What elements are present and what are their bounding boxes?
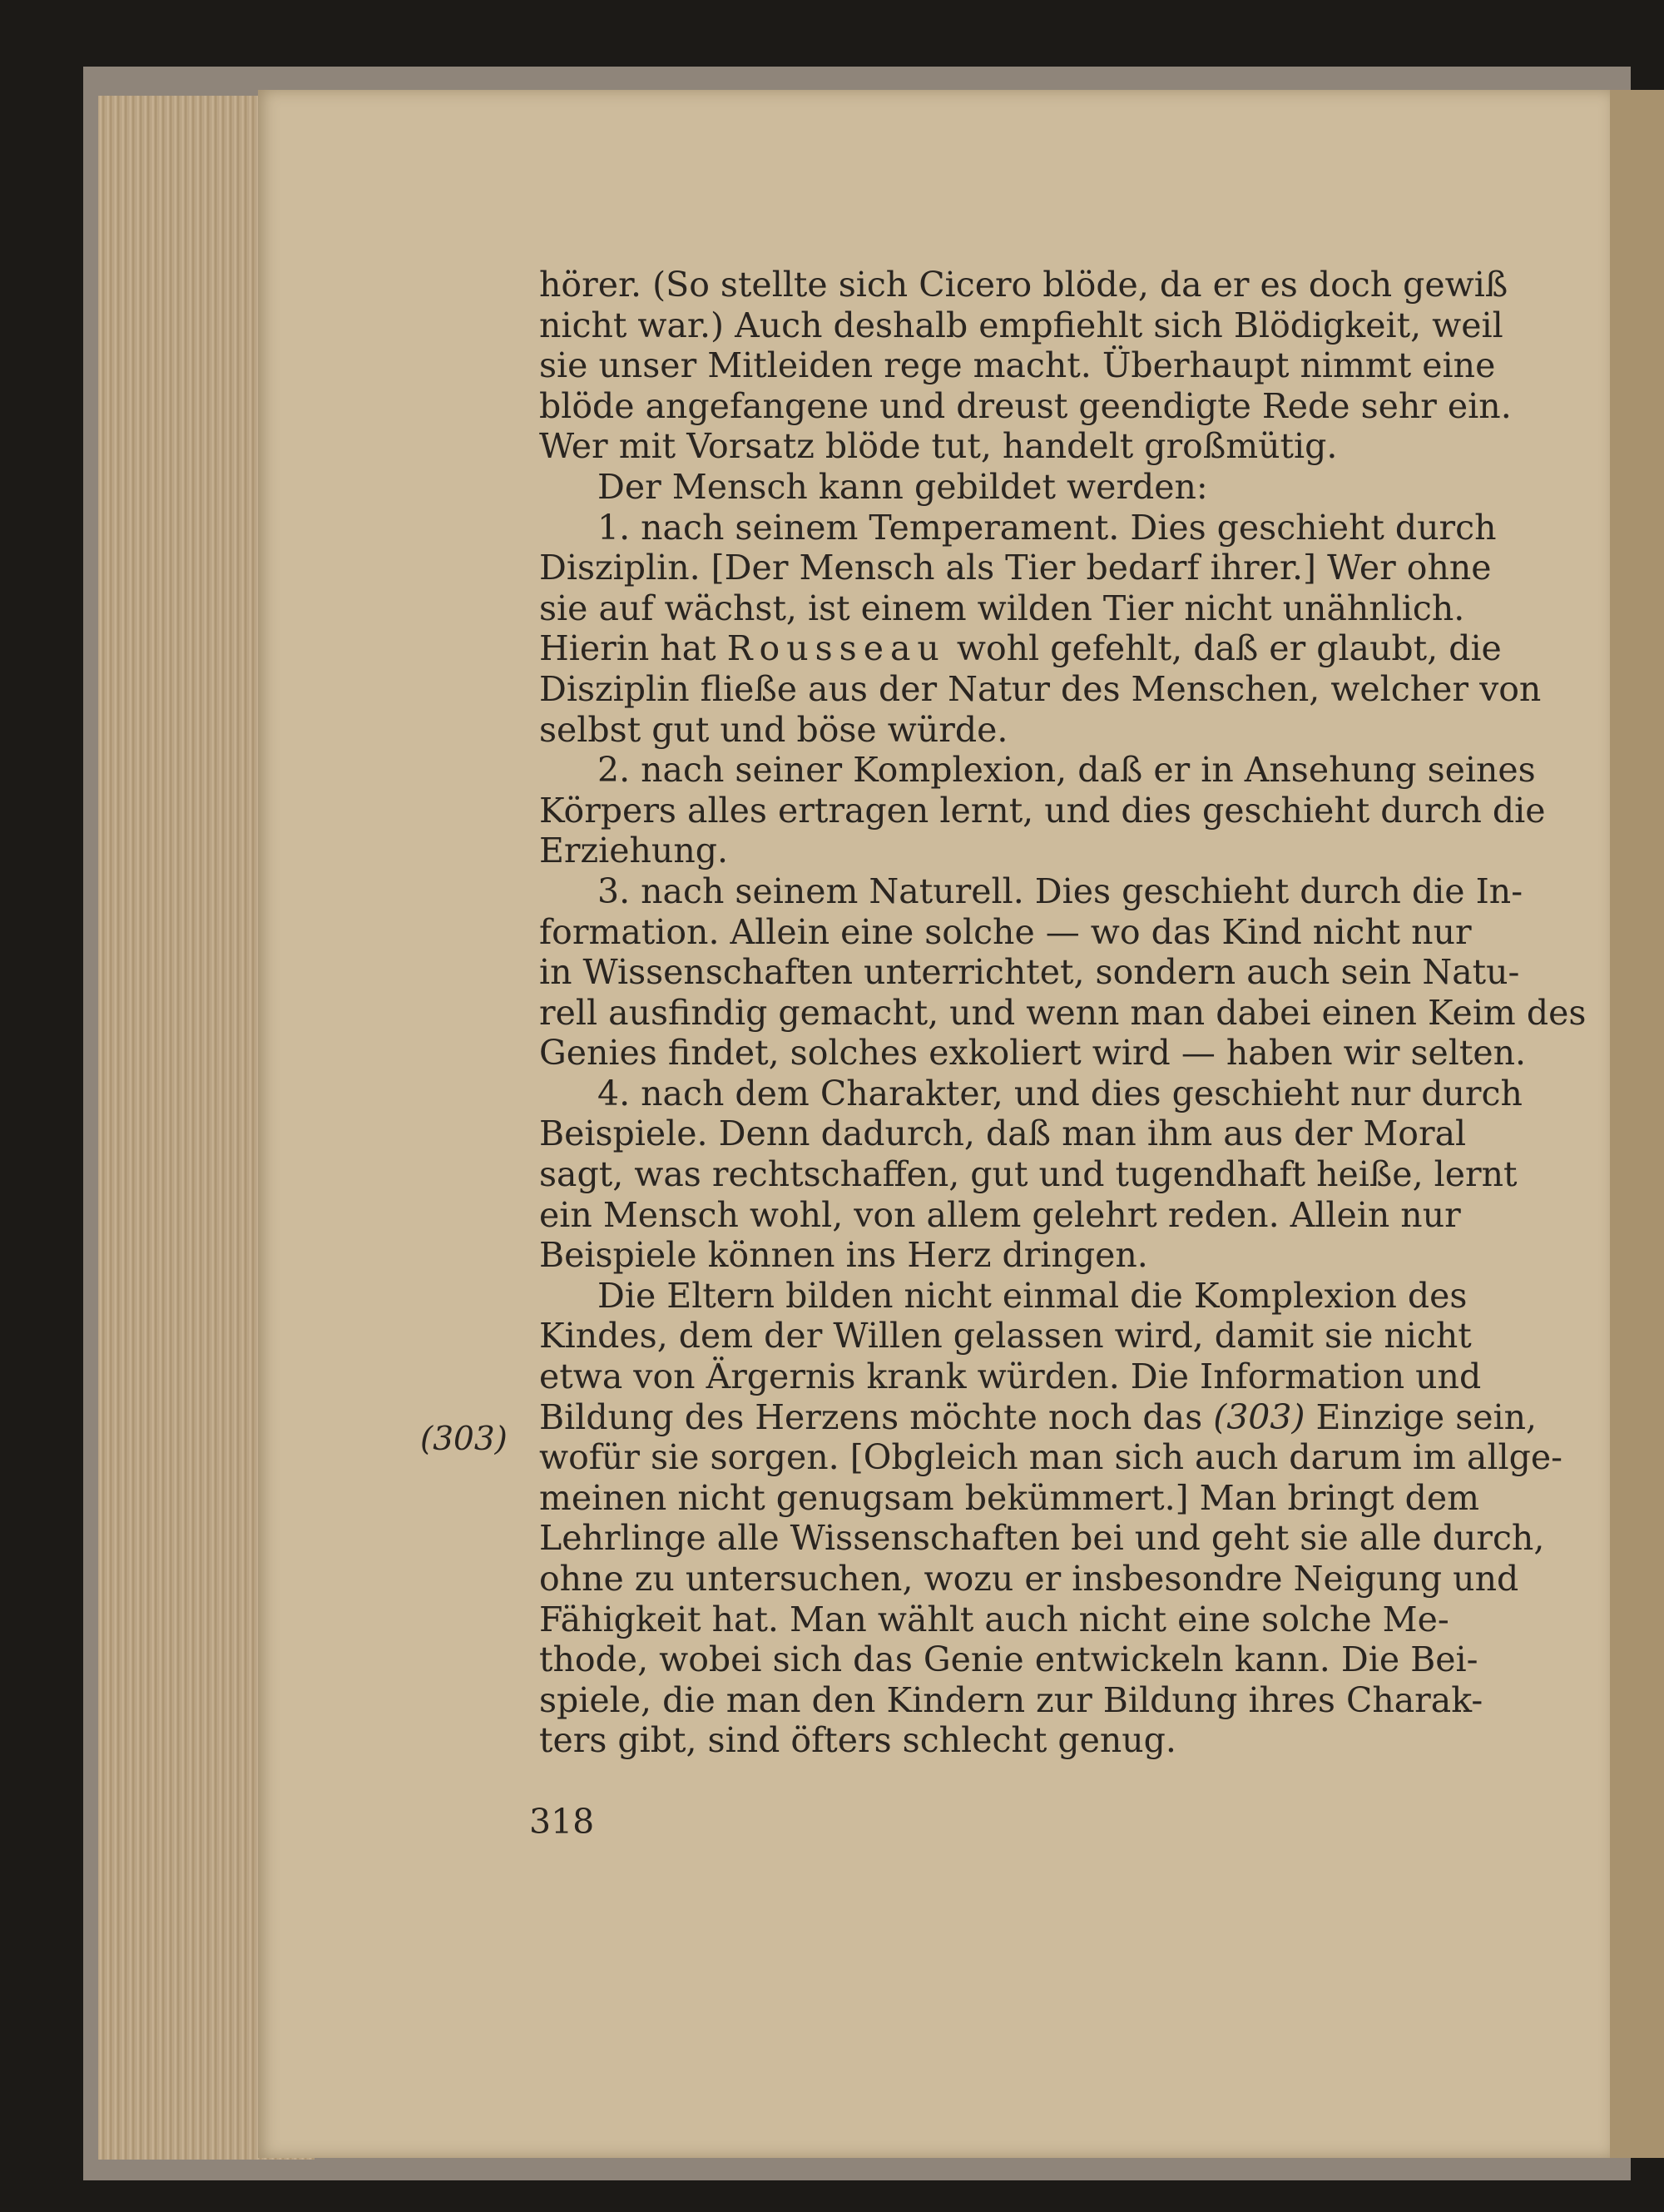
text-fragment: Einzige sein, — [1315, 1396, 1538, 1437]
text-line: selbst gut und böse würde. — [539, 709, 1008, 750]
text-line: wofür sie sorgen. [Obgleich man sich auch darum im allge- — [539, 1437, 1562, 1478]
emphasized-name: Rousseau — [726, 628, 946, 669]
text-line: Wer mit Vorsatz blöde tut, handelt großmütig. — [539, 426, 1338, 467]
text-line: Erziehung. — [539, 831, 729, 871]
text-fragment: Hierin hat — [539, 628, 716, 669]
text-line: Lehrlinge alle Wissenschaften bei und geht sie alle durch, — [539, 1518, 1545, 1559]
margin-page-reference: (303) — [420, 1421, 508, 1458]
text-line: etwa von Ärgernis krank würden. Die Information und — [539, 1356, 1482, 1397]
text-line: Disziplin. [Der Mensch als Tier bedarf ihrer.] Wer ohne — [539, 548, 1492, 588]
text-line: Der Mensch kann gebildet werden: — [597, 466, 1208, 507]
text-line: Disziplin fließe aus der Natur des Menschen, welcher von — [539, 668, 1542, 709]
page-number: 318 — [529, 1802, 595, 1842]
text-line: ters gibt, sind öfters schlecht genug. — [539, 1720, 1176, 1761]
body-text — [539, 265, 1587, 1761]
text-line: meinen nicht genugsam bekümmert.] Man bringt dem — [539, 1477, 1480, 1518]
text-line: formation. Allein eine solche — wo das Kind nicht nur — [539, 911, 1472, 952]
text-line: 4. nach dem Charakter, und dies geschieht nur durch — [597, 1073, 1523, 1113]
text-line: 1. nach seinem Temperament. Dies geschieht durch — [597, 507, 1497, 548]
text-line: nicht war.) Auch deshalb empfiehlt sich Blödigkeit, weil — [539, 305, 1503, 345]
text-line: sie unser Mitleiden rege macht. Überhaupt nimmt eine — [539, 345, 1496, 386]
text-line: thode, wobei sich das Genie entwickeln kann. Die Bei- — [539, 1639, 1478, 1680]
facing-page-edge — [1610, 90, 1664, 2158]
text-line: hörer. (So stellte sich Cicero blöde, da er es doch gewiß — [539, 265, 1508, 305]
text-line: Fähigkeit hat. Man wählt auch nicht eine solche Me- — [539, 1599, 1449, 1639]
text-line: Beispiele. Denn dadurch, daß man ihm aus der Moral — [539, 1113, 1467, 1154]
text-line: in Wissenschaften unterrichtet, sondern auch sein Natu- — [539, 952, 1520, 993]
text-line: 2. nach seiner Komplexion, daß er in Ansehung seines — [597, 750, 1536, 791]
text-fragment: wohl gefehlt, daß er glaubt, die — [956, 628, 1502, 669]
text-line: ohne zu untersuchen, wozu er insbesondre Neigung und — [539, 1559, 1519, 1599]
text-line-with-ref — [539, 1396, 1538, 1438]
text-line: Beispiele können ins Herz dringen. — [539, 1235, 1148, 1276]
text-line: ein Mensch wohl, von allem gelehrt reden. Allein nur — [539, 1194, 1461, 1235]
text-line: spiele, die man den Kindern zur Bildung ihres Charak- — [539, 1679, 1483, 1720]
text-line: Körpers alles ertragen lernt, und dies geschieht durch die — [539, 790, 1546, 831]
text-line: sagt, was rechtschaffen, gut und tugendhaft heiße, lernt — [539, 1154, 1518, 1195]
text-fragment: Bildung des Herzens möchte noch das — [539, 1396, 1203, 1437]
text-line: rell ausfindig gemacht, und wenn man dabei einen Keim des — [539, 992, 1587, 1033]
text-line: blöde angefangene und dreust geendigte Rede sehr ein. — [539, 385, 1512, 426]
text-line-rousseau — [539, 628, 1502, 669]
text-line: Die Eltern bilden nicht einmal die Komplexion des — [597, 1275, 1468, 1316]
text-line: Kindes, dem der Willen gelassen wird, damit sie nicht — [539, 1316, 1472, 1356]
text-line: 3. nach seinem Naturell. Dies geschieht durch die In- — [597, 870, 1523, 911]
inline-page-reference: (303) — [1213, 1396, 1305, 1437]
text-line: sie auf wächst, ist einem wilden Tier nicht unähnlich. — [539, 588, 1465, 628]
text-line: Genies findet, solches exkoliert wird — haben wir selten. — [539, 1033, 1527, 1074]
